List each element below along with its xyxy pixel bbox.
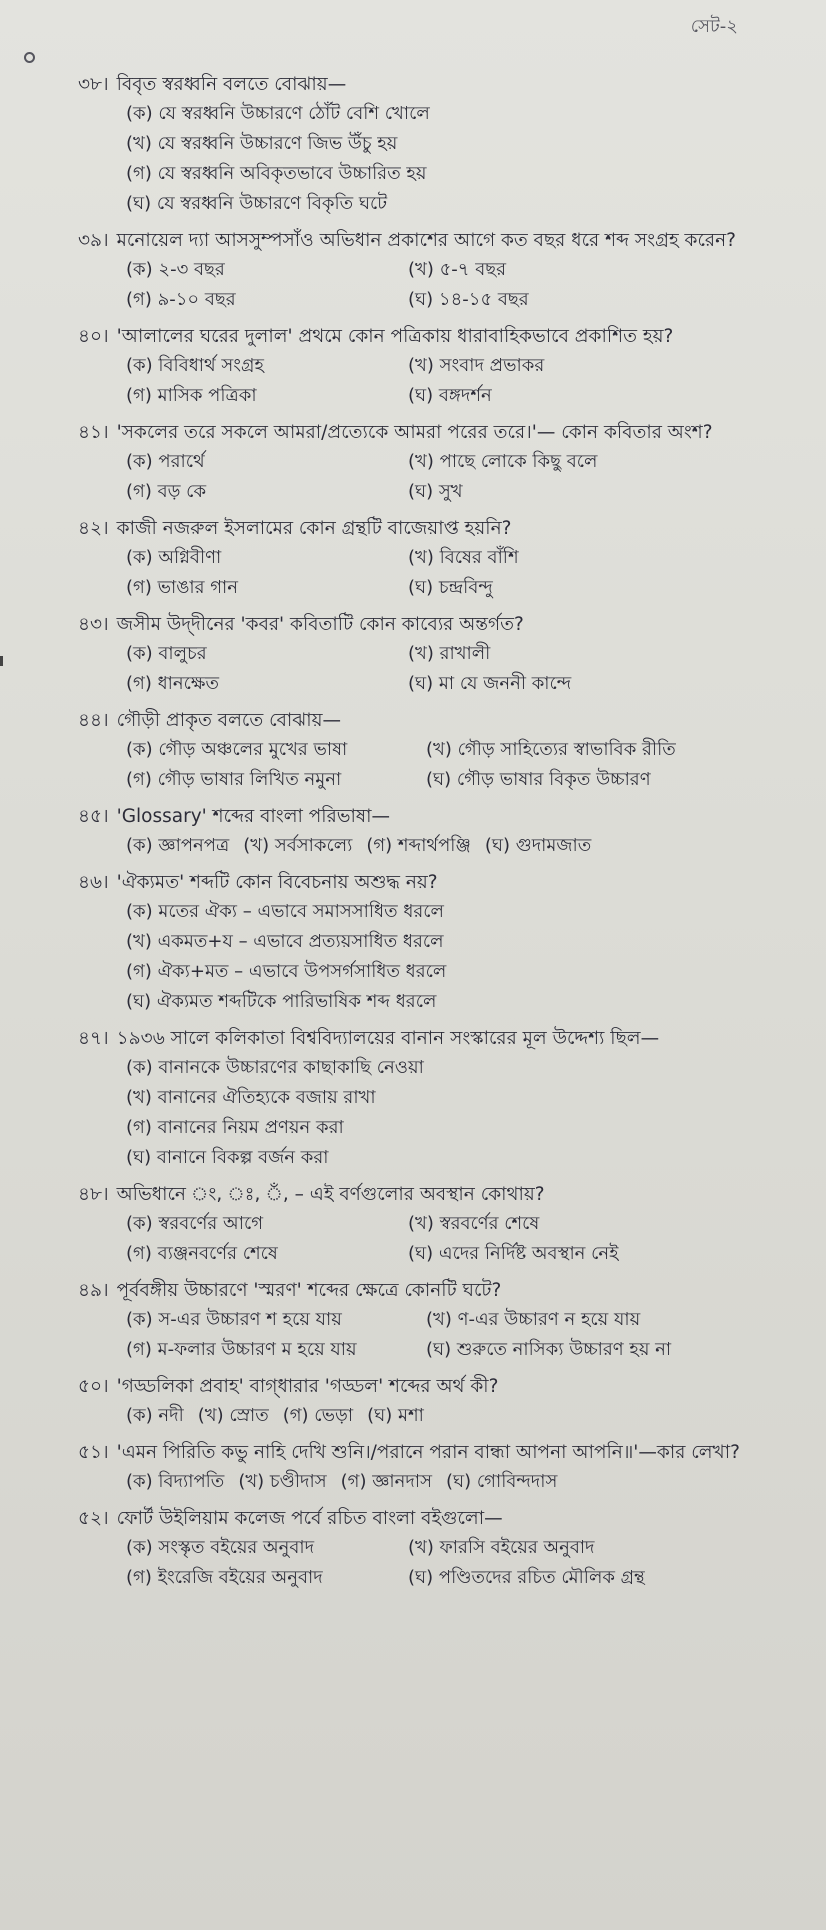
question-stem [78,1438,808,1467]
question-stem [78,610,808,639]
option-label: (ক) [126,1405,153,1426]
option-item [126,129,808,159]
option-text: স্বরবর্ণের শেষে [439,1213,540,1234]
option-label: (ঘ) [126,991,152,1012]
question-number: ৪০। [78,326,109,347]
option-item [126,189,808,219]
option-item [198,1401,269,1431]
option-text: বানানের নিয়ম প্রণয়ন করা [157,1117,344,1138]
option-text: চন্দ্রবিন্দু [438,577,493,598]
option-item [408,543,519,573]
option-list [78,543,808,603]
option-label: (গ) [126,163,152,184]
option-list [78,1305,808,1365]
option-item [485,831,591,861]
option-label: (ঘ) [408,385,434,406]
option-item [408,255,506,285]
question-text: অভিধানে ং, ঃ, ঁ, – এই বর্ণগুলোর অবস্থান কোথায়? [116,1184,545,1205]
question-number: ৩৯। [78,230,109,251]
option-label: (ঘ) [408,1243,434,1264]
option-label: (গ) [126,1567,152,1588]
option-label: (ঘ) [126,1147,152,1168]
question-text: 'গড্ডলিকা প্রবাহ' বাগ্‌ধারার 'গড্ডল' শব্দের অর্থ কী? [116,1376,499,1397]
option-label: (খ) [243,835,270,856]
question-text: মনোয়েল দ্যা আসসুম্পসাঁও অভিধান প্রকাশের আগে কত বছর ধরে শব্দ সংগ্রহ করেন? [116,230,736,251]
option-label: (ক) [126,451,153,472]
option-text: ফারসি বইয়ের অনুবাদ [439,1537,595,1558]
option-list [78,1053,808,1173]
option-label: (গ) [126,1339,152,1360]
option-text: ৫-৭ বছর [439,259,507,280]
option-item [366,831,471,861]
option-item [126,477,408,507]
option-text: চণ্ডীদাস [269,1471,327,1492]
option-label: (খ) [408,1213,434,1234]
option-text: জ্ঞাপনপত্র [158,835,230,856]
question-item [78,1180,808,1269]
question-number: ৪৭। [78,1028,109,1049]
option-text: বানানে বিকল্প বর্জন করা [156,1147,329,1168]
question-number: ৫০। [78,1376,109,1397]
option-item [126,1143,808,1173]
question-stem [78,1276,808,1305]
option-label: (ঘ) [484,835,510,856]
option-row [126,1401,808,1431]
option-text: স-এর উচ্চারণ শ হয়ে যায় [158,1309,342,1330]
option-label: (ক) [126,1057,153,1078]
option-label: (ক) [126,1471,153,1492]
option-text: মা যে জননী কান্দে [438,673,572,694]
option-text: বিদ্যাপতি [158,1471,225,1492]
option-item [126,159,808,189]
option-text: পাছে লোকে কিছু বলে [439,451,598,472]
option-label: (ঘ) [408,577,434,598]
option-row [126,1533,808,1563]
question-text: বিবৃত স্বরধ্বনি বলতে বোঝায়— [116,74,347,95]
option-label: (গ) [282,1405,309,1426]
option-label: (ঘ) [126,193,152,214]
question-stem [78,1180,808,1209]
option-item [126,99,808,129]
option-item [408,351,544,381]
option-text: গুদামজাত [515,835,592,856]
option-text: বিষের বাঁশি [439,547,519,568]
option-list [78,1401,808,1431]
option-text: গৌড় অঞ্চলের মুখের ভাষা [158,739,348,760]
option-label: (গ) [126,769,152,790]
option-text: বিবিধার্থ সংগ্রহ [158,355,264,376]
option-text: ম-ফলার উচ্চারণ ম হয়ে যায় [157,1339,357,1360]
option-label: (গ) [340,1471,367,1492]
option-item [126,669,408,699]
option-text: মশা [398,1405,424,1426]
option-item [126,1113,808,1143]
option-label: (ক) [126,1537,153,1558]
question-number: ৫১। [78,1442,109,1463]
option-list [78,1209,808,1269]
option-label: (গ) [126,289,152,310]
option-text: রাখালী [439,643,491,664]
option-item [426,765,651,795]
option-text: সুখ [438,481,463,502]
question-number: ৪২। [78,518,109,539]
option-label: (খ) [408,547,434,568]
option-label: (খ) [426,739,452,760]
option-label: (ক) [126,1309,153,1330]
option-text: মতের ঐক্য – এভাবে সমাসসাধিত ধরলে [158,901,444,922]
question-stem [78,802,808,831]
question-stem [78,70,808,99]
option-item [126,447,408,477]
option-label: (গ) [126,1243,152,1264]
option-list [78,447,808,507]
option-row [126,543,808,573]
option-item [126,1305,426,1335]
option-item [126,987,808,1017]
option-label: (খ) [408,259,434,280]
option-label: (গ) [126,577,152,598]
option-text: ধানক্ষেত [157,673,219,694]
option-row [126,831,808,861]
option-label: (ঘ) [408,481,434,502]
question-stem [78,706,808,735]
option-row [126,1209,808,1239]
option-label: (গ) [366,835,393,856]
option-item [408,1533,595,1563]
option-text: সংস্কৃত বইয়ের অনুবাদ [158,1537,315,1558]
option-label: (খ) [426,1309,452,1330]
question-stem [78,514,808,543]
option-row [126,1563,808,1593]
question-item [78,1372,808,1431]
option-item [126,1335,426,1365]
option-label: (খ) [126,931,152,952]
option-text: মাসিক পত্রিকা [157,385,257,406]
question-number: ৪৫। [78,806,109,827]
question-number: ৪৬। [78,872,109,893]
option-label: (ঘ) [408,289,434,310]
margin-ring-mark [24,52,35,63]
option-item [408,639,490,669]
option-label: (খ) [408,355,434,376]
question-text: 'Glossary' শব্দের বাংলা পরিভাষা— [116,806,390,827]
option-label: (খ) [238,1471,265,1492]
question-stem [78,226,808,255]
option-item [408,1209,539,1239]
option-label: (খ) [197,1405,224,1426]
question-list [78,70,808,1600]
question-number: ৫২। [78,1508,109,1529]
option-label: (ঘ) [367,1405,393,1426]
question-item [78,1504,808,1593]
option-row [126,477,808,507]
option-list [78,1533,808,1593]
option-text: ঐক্য+মত – এভাবে উপসর্গসাধিত ধরলে [157,961,447,982]
option-item [426,1305,640,1335]
question-stem [78,1372,808,1401]
option-item [243,831,352,861]
option-row [126,573,808,603]
option-text: যে স্বরধ্বনি উচ্চারণে জিভ উঁচু হয় [157,133,398,154]
option-item [126,1239,408,1269]
option-item [408,285,529,315]
question-item [78,70,808,219]
option-label: (খ) [408,643,434,664]
option-item [367,1401,424,1431]
option-label: (খ) [126,133,152,154]
option-text: একমত+য – এভাবে প্রত্যয়সাধিত ধরলে [157,931,444,952]
option-row [126,381,808,411]
option-list [78,1467,808,1497]
option-text: বালুচর [158,643,207,664]
option-item [408,381,492,411]
option-label: (খ) [408,451,434,472]
option-item [126,1533,408,1563]
option-item [126,351,408,381]
option-label: (ক) [126,103,153,124]
option-text: ভেড়া [314,1405,354,1426]
option-label: (ক) [126,1213,153,1234]
option-item [408,1239,619,1269]
option-item [126,573,408,603]
question-text: জসীম উদ্‌দীনের 'কবর' কবিতাটি কোন কাব্যের অন্তর্গত? [116,614,524,635]
option-label: (খ) [408,1537,434,1558]
question-text: ১৯৩৬ সালে কলিকাতা বিশ্ববিদ্যালয়ের বানান সংস্কারের মূল উদ্দেশ্য ছিল— [116,1028,660,1049]
question-text: 'এমন পিরিতি কভু নাহি দেখি শুনি।/পরানে পরান বান্ধা আপনা আপনি॥'—কার লেখা? [116,1442,740,1463]
option-item [126,1083,808,1113]
option-item [408,669,571,699]
option-item [126,1563,408,1593]
option-row [126,447,808,477]
option-item [446,1467,557,1497]
option-label: (ক) [126,259,153,280]
option-label: (গ) [126,673,152,694]
option-item [126,765,426,795]
option-row [126,639,808,669]
option-text: বঙ্গদর্শন [438,385,492,406]
option-row [126,255,808,285]
option-row [126,1467,808,1497]
option-row [126,1239,808,1269]
option-text: সর্বসাকল্যে [274,835,353,856]
question-text: ফোর্ট উইলিয়াম কলেজ পর্বে রচিত বাংলা বইগুলো— [116,1508,503,1529]
question-item [78,322,808,411]
option-item [408,447,597,477]
question-stem [78,418,808,447]
option-text: নদী [158,1405,184,1426]
option-item [126,957,808,987]
option-label: (গ) [126,481,152,502]
option-text: যে স্বরধ্বনি অবিকৃতভাবে উচ্চারিত হয় [157,163,427,184]
option-item [126,735,426,765]
option-label: (ঘ) [408,1567,434,1588]
option-text: স্বরবর্ণের আগে [158,1213,264,1234]
question-item [78,418,808,507]
option-text: ৯-১০ বছর [157,289,236,310]
option-list [78,351,808,411]
margin-tick-mark [0,656,3,666]
option-text: শব্দার্থপঞ্জি [397,835,471,856]
option-item [126,285,408,315]
option-label: (ঘ) [408,673,434,694]
option-row [126,765,808,795]
option-label: (ক) [126,739,153,760]
option-text: গৌড় ভাষার বিকৃত উচ্চারণ [456,769,651,790]
option-text: ভাঙার গান [157,577,239,598]
question-text: 'ঐক্যমত' শব্দটি কোন বিবেচনায় অশুদ্ধ নয়? [116,872,438,893]
option-text: ব্যঞ্জনবর্ণের শেষে [157,1243,278,1264]
option-text: যে স্বরধ্বনি উচ্চারণে বিকৃতি ঘটে [156,193,388,214]
option-label: (ঘ) [445,1471,472,1492]
question-item [78,226,808,315]
question-number: ৪৯। [78,1280,109,1301]
option-text: অগ্নিবীণা [158,547,222,568]
option-item [408,477,463,507]
option-label: (ঘ) [426,769,452,790]
option-item [126,639,408,669]
option-text: স্রোত [229,1405,269,1426]
option-text: পরার্থে [158,451,205,472]
option-list [78,897,808,1017]
option-label: (গ) [126,1117,152,1138]
option-label: (ক) [126,643,153,664]
option-item [126,897,808,927]
option-label: (ক) [126,835,153,856]
question-stem [78,868,808,897]
option-list [78,831,808,861]
question-text: 'সকলের তরে সকলে আমরা/প্রত্যেকে আমরা পরের তরে।'— কোন কবিতার অংশ? [116,422,713,443]
option-list [78,99,808,219]
option-item [126,543,408,573]
set-label: সেট-২ [690,16,738,37]
question-stem [78,322,808,351]
option-item [126,1467,224,1497]
question-item [78,706,808,795]
question-stem [78,1504,808,1533]
option-item [126,381,408,411]
option-label: (গ) [126,961,152,982]
option-item [126,255,408,285]
question-number: ৪১। [78,422,109,443]
option-text: এদের নির্দিষ্ট অবস্থান নেই [438,1243,619,1264]
option-list [78,735,808,795]
question-number: ৪৪। [78,710,109,731]
option-text: ১৪-১৫ বছর [438,289,529,310]
option-label: (ক) [126,901,153,922]
option-text: বড় কে [157,481,207,502]
question-number: ৪৩। [78,614,109,635]
question-item [78,1276,808,1365]
option-row [126,1305,808,1335]
option-text: গোবিন্দদাস [476,1471,558,1492]
option-item [126,927,808,957]
option-row [126,735,808,765]
option-item [126,1209,408,1239]
option-item [126,1053,808,1083]
option-item [408,1563,645,1593]
option-text: বানানকে উচ্চারণের কাছাকাছি নেওয়া [158,1057,424,1078]
option-label: (ঘ) [426,1339,452,1360]
question-text: 'আলালের ঘরের দুলাল' প্রথমে কোন পত্রিকায় ধারাবাহিকভাবে প্রকাশিত হয়? [116,326,674,347]
option-row [126,1335,808,1365]
option-text: ণ-এর উচ্চারণ ন হয়ে যায় [457,1309,641,1330]
option-label: (খ) [126,1087,152,1108]
option-text: ঐক্যমত শব্দটিকে পারিভাষিক শব্দ ধরলে [156,991,437,1012]
option-text: যে স্বরধ্বনি উচ্চারণে ঠোঁট বেশি খোলে [158,103,430,124]
question-text: গৌড়ী প্রাকৃত বলতে বোঝায়— [116,710,342,731]
option-text: ২-৩ বছর [158,259,225,280]
option-item [283,1401,353,1431]
option-item [341,1467,432,1497]
question-number: ৪৮। [78,1184,109,1205]
option-item [238,1467,326,1497]
question-item [78,1438,808,1497]
option-text: গৌড় সাহিত্যের স্বাভাবিক রীতি [457,739,676,760]
option-item [126,831,229,861]
question-item [78,514,808,603]
question-item [78,610,808,699]
option-text: ইংরেজি বইয়ের অনুবাদ [157,1567,323,1588]
question-stem [78,1024,808,1053]
option-item [126,1401,184,1431]
option-label: (ক) [126,547,153,568]
option-text: জ্ঞানদাস [372,1471,432,1492]
question-number: ৩৮। [78,74,109,95]
option-text: শুরুতে নাসিক্য উচ্চারণ হয় না [456,1339,672,1360]
option-item [426,735,676,765]
option-item [408,573,493,603]
option-text: গৌড় ভাষার লিখিত নমুনা [157,769,342,790]
option-label: (ক) [126,355,153,376]
question-item [78,868,808,1017]
option-text: বানানের ঐতিহ্যকে বজায় রাখা [157,1087,376,1108]
option-row [126,351,808,381]
option-text: সংবাদ প্রভাকর [439,355,545,376]
option-label: (গ) [126,385,152,406]
question-text: কাজী নজরুল ইসলামের কোন গ্রন্থটি বাজেয়াপ্ত হয়নি? [116,518,512,539]
question-item [78,802,808,861]
option-text: পণ্ডিতদের রচিত মৌলিক গ্রন্থ [438,1567,645,1588]
option-item [426,1335,671,1365]
option-row [126,285,808,315]
option-list [78,255,808,315]
question-item [78,1024,808,1173]
option-list [78,639,808,699]
question-text: পূর্ববঙ্গীয় উচ্চারণে 'স্মরণ' শব্দের ক্ষেত্রে কোনটি ঘটে? [116,1280,502,1301]
option-row [126,669,808,699]
